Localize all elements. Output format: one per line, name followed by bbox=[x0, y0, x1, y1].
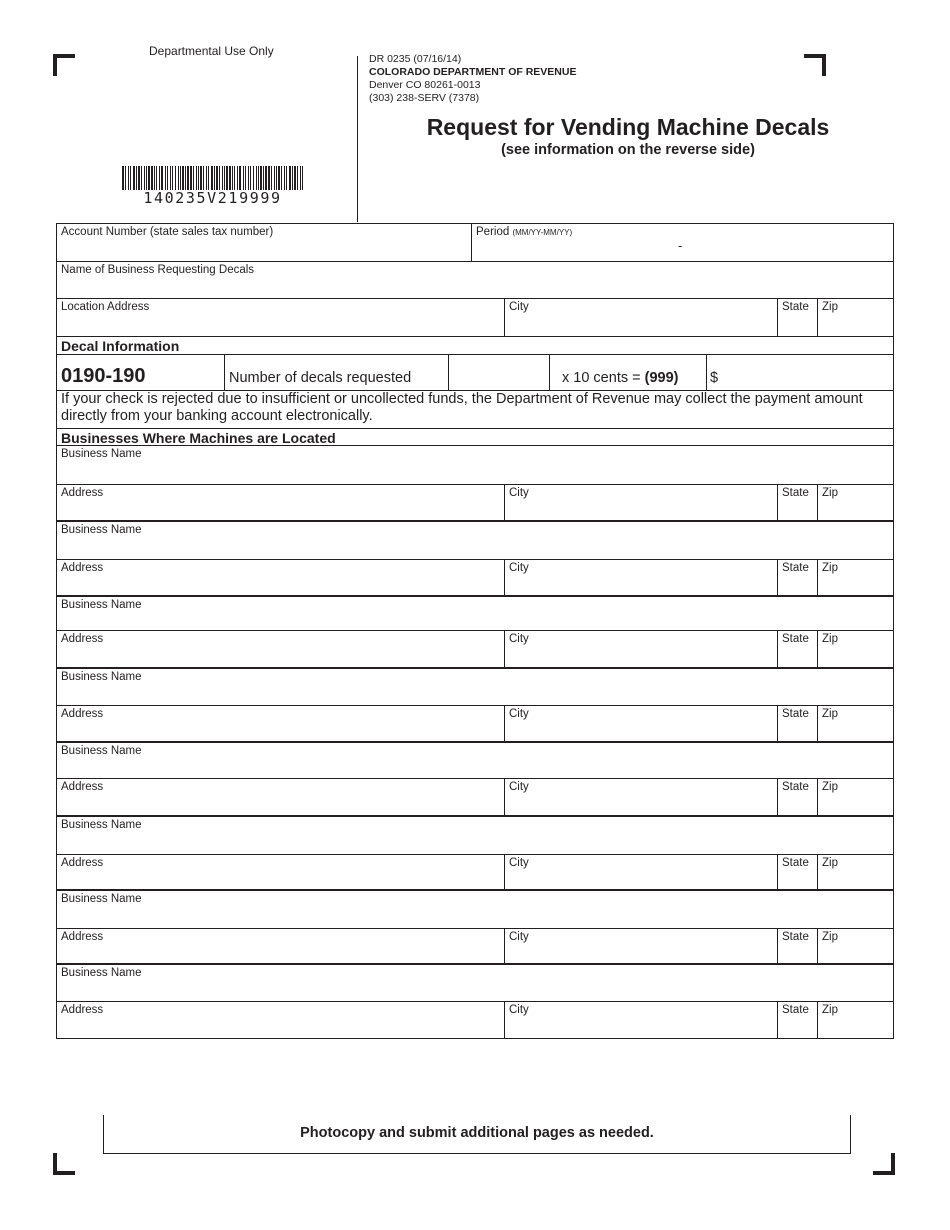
crop-mark-top-left bbox=[53, 54, 75, 76]
city-label: City bbox=[509, 633, 529, 645]
barcode-bar bbox=[172, 166, 173, 190]
multiplier-cell bbox=[549, 355, 706, 390]
business-address-field[interactable]: Address bbox=[61, 633, 104, 645]
footer-note: Photocopy and submit additional pages as needed. bbox=[103, 1115, 851, 1154]
business-name-field[interactable]: Business Name bbox=[61, 967, 142, 979]
number-decals-label: Number of decals requested bbox=[229, 370, 412, 386]
business-name-field[interactable]: Business Name bbox=[61, 893, 142, 905]
barcode-bar bbox=[229, 166, 231, 190]
business-state-field[interactable] bbox=[777, 929, 817, 963]
requesting-business-row bbox=[57, 262, 893, 299]
barcode-bar bbox=[175, 166, 176, 190]
dollar-sign: $ bbox=[710, 370, 719, 386]
barcode-bar bbox=[211, 166, 213, 190]
barcode-bar bbox=[253, 166, 254, 190]
total-amount-field[interactable] bbox=[706, 355, 893, 390]
business-name-field[interactable]: Business Name bbox=[61, 745, 142, 757]
decal-code: 0190-190 bbox=[61, 365, 146, 387]
business-city-field[interactable] bbox=[504, 779, 777, 815]
business-zip-field[interactable] bbox=[817, 855, 893, 889]
business-zip-field[interactable] bbox=[817, 779, 893, 815]
barcode-bar bbox=[144, 166, 145, 190]
barcode-bar bbox=[263, 166, 264, 190]
business-name-row bbox=[57, 669, 893, 706]
zip-label: Zip bbox=[822, 857, 838, 869]
barcode-bar bbox=[297, 166, 298, 190]
state-label: State bbox=[782, 562, 809, 574]
business-address-field[interactable]: Address bbox=[61, 487, 104, 499]
barcode-bar bbox=[286, 166, 287, 190]
business-name-field[interactable]: Business Name bbox=[61, 524, 142, 536]
city-label: City bbox=[509, 708, 529, 720]
business-name-row bbox=[57, 597, 893, 631]
business-name-row bbox=[57, 817, 893, 855]
barcode-bar bbox=[278, 166, 280, 190]
business-state-field[interactable] bbox=[777, 1002, 817, 1038]
multiplier-code: (999) bbox=[644, 370, 679, 386]
barcode-bar bbox=[141, 166, 142, 190]
barcode-bar bbox=[292, 166, 293, 190]
business-zip-field[interactable] bbox=[817, 706, 893, 741]
barcode-bar bbox=[208, 166, 209, 190]
business-city-field[interactable] bbox=[504, 485, 777, 520]
barcode-bar bbox=[138, 166, 140, 190]
state-label: State bbox=[782, 781, 809, 793]
barcode-bar bbox=[268, 166, 270, 190]
business-address-field[interactable]: Address bbox=[61, 781, 104, 793]
state-label: State bbox=[782, 857, 809, 869]
page-title: Request for Vending Machine Decals bbox=[426, 114, 830, 140]
business-address-field[interactable]: Address bbox=[61, 857, 104, 869]
business-zip-field[interactable] bbox=[817, 929, 893, 963]
number-decals-input[interactable] bbox=[448, 355, 549, 390]
business-name-row bbox=[57, 891, 893, 929]
period-dash: - bbox=[678, 238, 683, 253]
period-format: (MM/YY-MM/YY) bbox=[512, 228, 573, 237]
business-list bbox=[57, 446, 893, 1038]
zip-label: Zip bbox=[822, 487, 838, 499]
barcode-bar bbox=[224, 166, 225, 190]
business-address-row bbox=[57, 855, 893, 891]
barcode-bar bbox=[180, 166, 181, 190]
crop-mark-bottom-left bbox=[53, 1153, 75, 1175]
barcode-bar bbox=[196, 166, 197, 190]
location-zip-field[interactable] bbox=[817, 299, 893, 336]
header-divider bbox=[357, 56, 358, 222]
barcode-bar bbox=[284, 166, 285, 190]
business-address-row bbox=[57, 929, 893, 965]
decal-section-row bbox=[57, 337, 893, 355]
barcode-bar bbox=[148, 166, 150, 190]
barcode-bar bbox=[167, 166, 168, 190]
business-state-field[interactable] bbox=[777, 855, 817, 889]
city-label: City bbox=[509, 562, 529, 574]
barcode-image bbox=[122, 166, 303, 190]
city-label: City bbox=[509, 931, 529, 943]
barcode-bar bbox=[125, 166, 126, 190]
barcode-bar bbox=[256, 166, 257, 190]
zip-label: Zip bbox=[822, 633, 838, 645]
city-label: City bbox=[509, 781, 529, 793]
barcode-bar bbox=[198, 166, 199, 190]
barcode-bar bbox=[146, 166, 147, 190]
business-address-row bbox=[57, 1002, 893, 1038]
department-phone: (303) 238-SERV (7378) bbox=[369, 92, 480, 104]
barcode-bar bbox=[274, 166, 275, 190]
barcode-bar bbox=[248, 166, 249, 190]
barcode-bar bbox=[250, 166, 251, 190]
state-label: State bbox=[782, 487, 809, 499]
barcode-bar bbox=[265, 166, 267, 190]
barcode-bar bbox=[214, 166, 215, 190]
business-name-field[interactable]: Business Name bbox=[61, 819, 142, 831]
location-state-field[interactable] bbox=[777, 299, 817, 336]
barcode-bar bbox=[302, 166, 303, 190]
barcode-bar bbox=[237, 166, 238, 190]
zip-label: Zip bbox=[822, 931, 838, 943]
business-name-row bbox=[57, 965, 893, 1002]
barcode-bar bbox=[122, 166, 124, 190]
barcode-bar bbox=[294, 166, 296, 190]
barcode-bar bbox=[187, 166, 189, 190]
business-name-row bbox=[57, 743, 893, 779]
barcode-bar bbox=[200, 166, 202, 190]
form-header bbox=[369, 53, 576, 105]
barcode-bar bbox=[226, 166, 228, 190]
businesses-section-row bbox=[57, 429, 893, 446]
business-zip-field[interactable] bbox=[817, 1002, 893, 1038]
business-zip-field[interactable] bbox=[817, 631, 893, 667]
business-city-field[interactable] bbox=[504, 560, 777, 595]
business-zip-field[interactable] bbox=[817, 560, 893, 595]
requesting-business-field[interactable]: Name of Business Requesting Decals bbox=[61, 264, 255, 276]
barcode-bar bbox=[289, 166, 291, 190]
request-form bbox=[56, 223, 894, 1039]
city-label: City bbox=[509, 1004, 529, 1016]
barcode-bar bbox=[243, 166, 244, 190]
departmental-use-label: Departmental Use Only bbox=[149, 44, 274, 58]
business-address-row bbox=[57, 485, 893, 522]
barcode-bar bbox=[258, 166, 259, 190]
zip-label: Zip bbox=[822, 708, 838, 720]
zip-label: Zip bbox=[822, 562, 838, 574]
barcode-bar bbox=[156, 166, 157, 190]
barcode-bar bbox=[130, 166, 131, 190]
city-label: City bbox=[509, 301, 529, 313]
business-name-row bbox=[57, 446, 893, 485]
barcode-bar bbox=[276, 166, 277, 190]
state-label: State bbox=[782, 708, 809, 720]
decal-row bbox=[57, 355, 893, 391]
businesses-section-title: Businesses Where Machines are Located bbox=[61, 430, 336, 446]
department-city: Denver CO 80261-0013 bbox=[369, 79, 481, 91]
barcode-bar bbox=[239, 166, 241, 190]
decal-section-title: Decal Information bbox=[61, 338, 180, 354]
multiplier-text: x 10 cents = (999) bbox=[562, 370, 679, 386]
city-label: City bbox=[509, 857, 529, 869]
department-name: COLORADO DEPARTMENT OF REVENUE bbox=[369, 66, 577, 78]
business-state-field[interactable] bbox=[777, 706, 817, 741]
barcode-bar bbox=[203, 166, 204, 190]
crop-mark-bottom-right bbox=[873, 1153, 895, 1175]
barcode-bar bbox=[133, 166, 135, 190]
barcode-bar bbox=[136, 166, 137, 190]
state-label: State bbox=[782, 633, 809, 645]
barcode-bar bbox=[245, 166, 246, 190]
state-label: State bbox=[782, 931, 809, 943]
barcode-bar bbox=[219, 166, 220, 190]
page-subtitle: (see information on the reverse side) bbox=[501, 142, 755, 158]
location-city-field[interactable] bbox=[504, 299, 777, 336]
barcode-bar bbox=[128, 166, 129, 190]
number-decals-label-cell bbox=[224, 355, 448, 390]
crop-mark-top-right bbox=[804, 54, 826, 76]
period-field[interactable] bbox=[471, 224, 893, 261]
account-number-field[interactable]: Account Number (state sales tax number) bbox=[61, 226, 274, 238]
rejected-check-notice: If your check is rejected due to insufficient or uncollected funds, the Department of Revenue may collect the payment amount directly from your banking account electronically. bbox=[61, 391, 863, 424]
business-name-row bbox=[57, 522, 893, 560]
zip-label: Zip bbox=[822, 1004, 838, 1016]
business-city-field[interactable] bbox=[504, 929, 777, 963]
business-zip-field[interactable] bbox=[817, 485, 893, 520]
zip-label: Zip bbox=[822, 781, 838, 793]
barcode-bar bbox=[260, 166, 262, 190]
barcode-bar bbox=[161, 166, 163, 190]
business-address-row bbox=[57, 779, 893, 817]
business-state-field[interactable] bbox=[777, 485, 817, 520]
business-state-field[interactable] bbox=[777, 631, 817, 667]
business-address-row bbox=[57, 631, 893, 669]
city-label: City bbox=[509, 487, 529, 499]
barcode-bar bbox=[182, 166, 184, 190]
business-address-field[interactable]: Address bbox=[61, 1004, 104, 1016]
period-label: Period (MM/YY-MM/YY) bbox=[476, 226, 573, 238]
business-city-field[interactable] bbox=[504, 706, 777, 741]
barcode-bar bbox=[165, 166, 166, 190]
barcode-bar bbox=[154, 166, 155, 190]
barcode-bar bbox=[281, 166, 282, 190]
business-name-field[interactable]: Business Name bbox=[61, 671, 142, 683]
barcode-bar bbox=[190, 166, 192, 190]
barcode-number: 140235V219999 bbox=[143, 189, 282, 207]
business-city-field[interactable] bbox=[504, 855, 777, 889]
barcode-bar bbox=[159, 166, 160, 190]
business-name-field[interactable]: Business Name bbox=[61, 599, 142, 611]
state-label: State bbox=[782, 301, 809, 313]
location-address-field[interactable]: Location Address bbox=[61, 301, 150, 313]
barcode-bar bbox=[234, 166, 235, 190]
location-address-row bbox=[57, 299, 893, 337]
barcode-bar bbox=[185, 166, 186, 190]
business-address-row bbox=[57, 706, 893, 743]
business-state-field[interactable] bbox=[777, 779, 817, 815]
barcode-bar bbox=[232, 166, 233, 190]
business-address-field[interactable]: Address bbox=[61, 562, 104, 574]
barcode-bar bbox=[151, 166, 153, 190]
business-name-field[interactable]: Business Name bbox=[61, 448, 142, 460]
business-city-field[interactable] bbox=[504, 1002, 777, 1038]
business-address-field[interactable]: Address bbox=[61, 931, 104, 943]
form-number: DR 0235 (07/16/14) bbox=[369, 53, 462, 65]
notice-row bbox=[57, 391, 893, 429]
business-city-field[interactable] bbox=[504, 631, 777, 667]
barcode-bar bbox=[216, 166, 218, 190]
zip-label: Zip bbox=[822, 301, 838, 313]
barcode-bar bbox=[222, 166, 223, 190]
barcode-bar bbox=[170, 166, 171, 190]
barcode-bar bbox=[206, 166, 207, 190]
state-label: State bbox=[782, 1004, 809, 1016]
business-address-row bbox=[57, 560, 893, 597]
account-period-row bbox=[57, 224, 893, 262]
barcode-bar bbox=[193, 166, 194, 190]
business-state-field[interactable] bbox=[777, 560, 817, 595]
barcode-bar bbox=[178, 166, 179, 190]
business-address-field[interactable]: Address bbox=[61, 708, 104, 720]
barcode-bar bbox=[271, 166, 272, 190]
barcode-bar bbox=[300, 166, 301, 190]
